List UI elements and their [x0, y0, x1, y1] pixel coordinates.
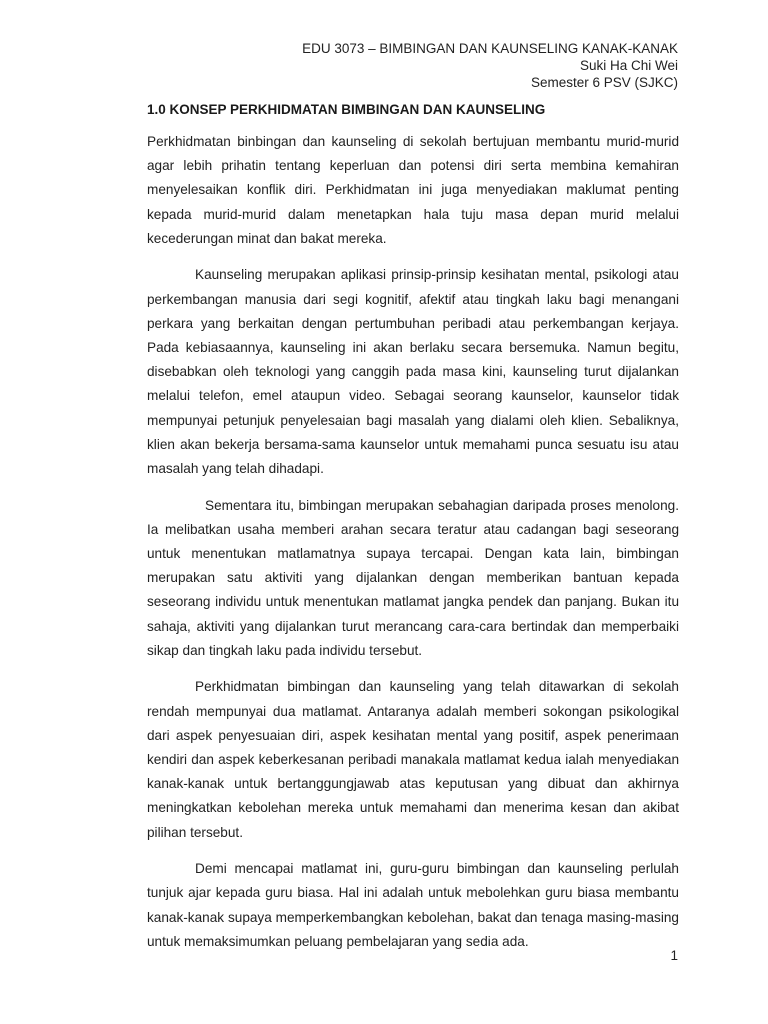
- paragraph-kaunseling: Kaunseling merupakan aplikasi prinsip-prinsip kesihatan mental, psikologi atau perkembangan manusia dari segi kognitif, afektif atau tingkah laku bagi menangani perkara yang berkaitan dengan pertumbuhan peribadi atau perkembangan kerjaya. Pada kebiasaannya, kaunseling ini akan berlaku secara bersemuka. Namun begitu, disebabkan oleh teknologi yang canggih pada masa kini, kaunseling turut dijalankan melalui telefon, emel ataupun video. Sebagai seorang kaunselor, kaunselor tidak mempunyai petunjuk penyelesaian bagi masalah yang dialami oleh klien. Sebaliknya, klien akan bekerja bersama-sama kaunselor untuk memahami punca sesuatu isu atau masalah yang telah dihadapi.: [147, 267, 679, 477]
- paragraph-matlamat: Perkhidmatan bimbingan dan kaunseling yang telah ditawarkan di sekolah rendah mempunyai dua matlamat. Antaranya adalah memberi sokongan psikologikal dari aspek penyesuaian diri, aspek kesihatan mental yang positif, aspek penerimaan kendiri dan aspek keberkesanan peribadi manakala matlamat kedua ialah menyediakan kanak-kanak untuk bertanggungjawab atas keputusan yang dibuat dan akhirnya meningkatkan kebolehan mereka untuk memahami dan menerima kesan dan akibat pilihan tersebut.: [147, 679, 679, 840]
- course-title: EDU 3073 – BIMBINGAN DAN KAUNSELING KANAK-KANAK: [302, 41, 678, 56]
- paragraph-guru: Demi mencapai matlamat ini, guru-guru bimbingan dan kaunseling perlulah tunjuk ajar kepada guru biasa. Hal ini adalah untuk mebolehkan guru biasa membantu kanak-kanak supaya memperkembangkan kebolehan, bakat dan tenaga masing-masing untuk memaksimumkan peluang pembelajaran yang sedia ada.: [147, 861, 679, 949]
- page-header: [302, 40, 678, 91]
- author-name: Suki Ha Chi Wei: [579, 58, 678, 73]
- body-text: [147, 130, 679, 966]
- page-number: 1: [670, 948, 678, 963]
- paragraph-intro: Perkhidmatan binbingan dan kaunseling di sekolah bertujuan membantu murid-murid agar lebih prihatin tentang keperluan dan potensi diri serta membina kemahiran menyelesaikan konflik diri. Perkhidmatan ini juga menyediakan maklumat penting kepada murid-murid dalam menetapkan hala tuju masa depan murid melalui kecederungan minat dan bakat mereka.: [147, 134, 679, 246]
- paragraph-bimbingan: Sementara itu, bimbingan merupakan sebahagian daripada proses menolong. Ia melibatkan usaha memberi arahan secara teratur atau cadangan bagi seseorang untuk menentukan matlamatnya supaya tercapai. Dengan kata lain, bimbingan merupakan satu aktiviti yang dijalankan dengan memberikan bantuan kepada seseorang individu untuk menentukan matlamat jangka pendek dan panjang. Bukan itu sahaja, aktiviti yang dijalankan turut merancang cara-cara bertindak dan memperbaiki sikap dan tingkah laku pada individu tersebut.: [147, 497, 679, 658]
- semester-info: Semester 6 PSV (SJKC): [530, 75, 678, 90]
- section-heading: 1.0 KONSEP PERKHIDMATAN BIMBINGAN DAN KAUNSELING: [147, 102, 546, 117]
